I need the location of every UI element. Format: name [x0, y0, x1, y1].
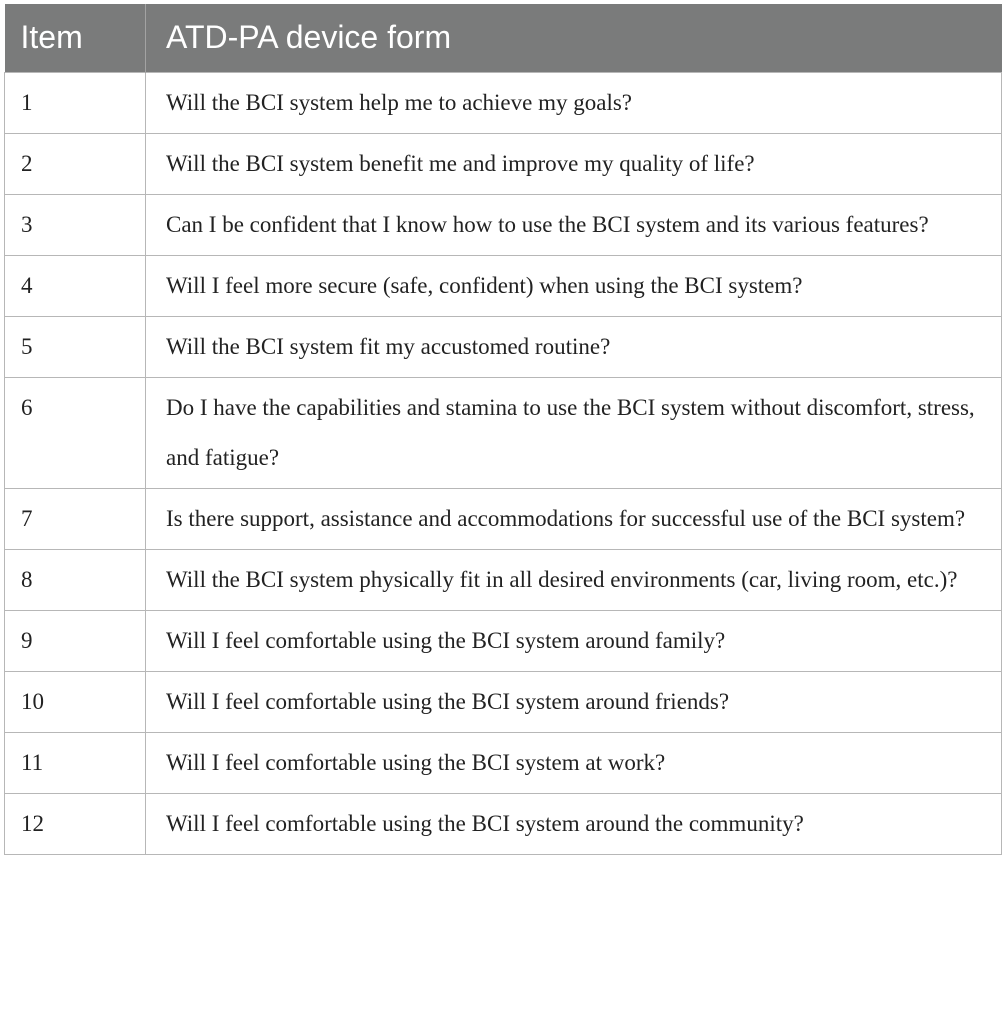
item-question: Will the BCI system physically fit in all desired environments (car, living room, etc.)? [146, 549, 1002, 610]
column-header-form: ATD-PA device form [146, 4, 1002, 72]
item-question: Will I feel more secure (safe, confident) when using the BCI system? [146, 255, 1002, 316]
atd-pa-table [4, 4, 1002, 855]
item-question: Do I have the capabilities and stamina to use the BCI system without discomfort, stress, and fatigue? [146, 377, 1002, 488]
item-question: Will I feel comfortable using the BCI system around the community? [146, 793, 1002, 854]
item-question: Is there support, assistance and accommodations for successful use of the BCI system? [146, 488, 1002, 549]
table-row [5, 133, 1002, 194]
table-row [5, 671, 1002, 732]
table-row [5, 72, 1002, 133]
item-number: 12 [5, 793, 146, 854]
item-question: Can I be confident that I know how to use the BCI system and its various features? [146, 194, 1002, 255]
item-number: 5 [5, 316, 146, 377]
atd-pa-table-container [4, 4, 1001, 855]
item-question: Will I feel comfortable using the BCI system around friends? [146, 671, 1002, 732]
table-row [5, 793, 1002, 854]
table-row [5, 549, 1002, 610]
item-number: 11 [5, 732, 146, 793]
item-question: Will I feel comfortable using the BCI system at work? [146, 732, 1002, 793]
item-question: Will the BCI system benefit me and improve my quality of life? [146, 133, 1002, 194]
item-number: 6 [5, 377, 146, 488]
table-row [5, 732, 1002, 793]
item-question: Will the BCI system fit my accustomed routine? [146, 316, 1002, 377]
table-row [5, 194, 1002, 255]
table-row [5, 488, 1002, 549]
item-number: 9 [5, 610, 146, 671]
table-row [5, 316, 1002, 377]
column-header-item: Item [5, 4, 146, 72]
item-number: 8 [5, 549, 146, 610]
item-number: 7 [5, 488, 146, 549]
item-number: 2 [5, 133, 146, 194]
item-question: Will the BCI system help me to achieve my goals? [146, 72, 1002, 133]
item-question: Will I feel comfortable using the BCI system around family? [146, 610, 1002, 671]
table-row [5, 255, 1002, 316]
item-number: 3 [5, 194, 146, 255]
item-number: 10 [5, 671, 146, 732]
table-row [5, 610, 1002, 671]
item-number: 1 [5, 72, 146, 133]
table-header-row [5, 4, 1002, 72]
item-number: 4 [5, 255, 146, 316]
table-row [5, 377, 1002, 488]
